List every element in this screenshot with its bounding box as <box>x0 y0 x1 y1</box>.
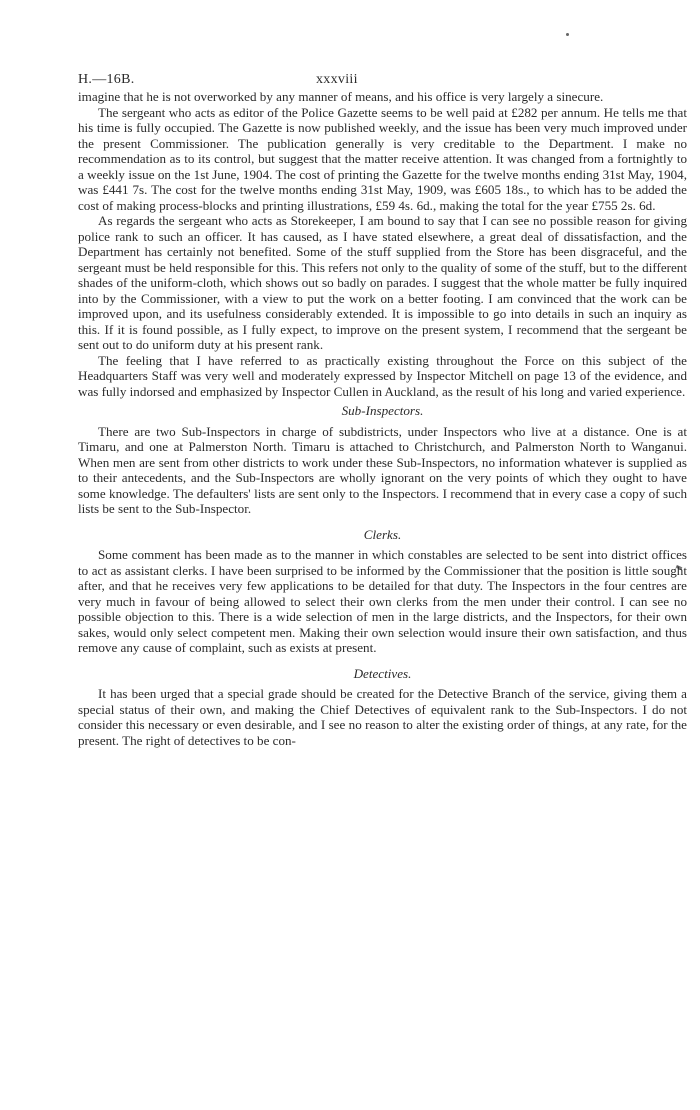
report-reference: H.—16B. <box>78 72 135 87</box>
scan-speck <box>566 33 569 36</box>
paragraph-detectives: It has been urged that a special grade should be created for the Detective Branch of the service, giving them a special status of their own, and making the Chief Detectives of equivalent rank to the Sub-Inspectors. I do not consider this necessary or even desirable, and I see no reason to alter the existing order of things, at any rate, for the present. The right of detectives to be con- <box>78 686 687 748</box>
section-heading-clerks: Clerks. <box>363 526 402 542</box>
section-heading-sub-inspectors: Sub-Inspectors. <box>341 403 424 418</box>
body-text <box>78 89 687 748</box>
paragraph-headquarters-staff: The feeling that I have referred to as practically existing throughout the Force on this subject of the Headquarters Staff was very well and moderately expressed by Inspector Mitchell on page 13 of the evidence, and was fully indorsed and emphasized by Inspector Cullen in Auckland, as the result of his long and varied experience. <box>78 352 687 399</box>
paragraph-police-gazette: The sergeant who acts as editor of the Police Gazette seems to be well paid at £282 per annum. He tells me that his time is fully occupied. The Gazette is now published weekly, and the issue has been very much improved under the present Commissioner. The publication generally is very creditable to the Department. I make no recommendation as to its control, but suggest that the matter receive attention. It was changed from a fortnightly to a weekly issue on the 1st June, 1904. The cost of printing the Gazette for the twelve months ending 31st May, 1904, was £441 7s. The cost for the twelve months ending 31st May, 1909, was £605 18s., to which has to be added the cost of making process-blocks and printing illustrations, £59 4s. 6d., making the total for the year £755 2s. 6d. <box>78 104 687 213</box>
paragraph-clerks: Some comment has been made as to the manner in which constables are selected to be sent into district offices to act as assistant clerks. I have been surprised to be informed by the Commissioner that the position is little sought after, and that he receives very few applications to be detailed for that duty. The Inspectors in the four centres are very much in favour of being allowed to select their own clerks from the men under their control. I can see no possible objection to this. There is a wide selection of men in the large districts, and the Inspectors, for their own sakes, would only select competent men. Making their own selection would insure their own satisfaction, and thus remove any cause of complaint, such as exists at present. <box>78 547 687 655</box>
paragraph-storekeeper: As regards the sergeant who acts as Storekeeper, I am bound to say that I can see no possible reason for giving police rank to such an officer. It has caused, as I have stated elsewhere, a great deal of dissatisfaction, and the Department has certainly not benefited. Some of the stuff supplied from the Store has been disgraceful, and the sergeant must be held responsible for this. This refers not only to the quality of some of the stuff, but to the different shades of the uniform-cloth, which shows out so badly on parades. I suggest that the whole matter be fully inquired into by the Commissioner, with a view to put the work on a better footing. I am convinced that the work can be improved upon, and its usefulness considerably extended. It is impossible to go into details in such an inquiry as this. If it is found possible, as I fully expect, to improve on the present system, I recommend that the sergeant be sent out to do uniform duty at his present rank. <box>78 213 687 352</box>
section-heading-detectives: Detectives. <box>353 665 412 681</box>
paragraph-sub-inspectors: There are two Sub-Inspectors in charge of subdistricts, under Inspectors who live at a distance. One is at Timaru, and one at Palmerston North. Timaru is attached to Christchurch, and Palmerston North to Wanganui. When men are sent from other districts to work under these Sub-Inspectors, no information whatever is supplied as to their antecedents, and the Sub-Inspectors are wholly ignorant on the very points of which they ought to have some knowledge. The defaulters' lists are sent only to the Inspectors. I recommend that in every case a copy of such lists be sent to the Sub-Inspector. <box>78 423 687 516</box>
paragraph-sinecure: imagine that he is not overworked by any manner of means, and his office is very largely a sinecure. <box>78 89 604 104</box>
page-number: xxxviii <box>316 72 358 87</box>
